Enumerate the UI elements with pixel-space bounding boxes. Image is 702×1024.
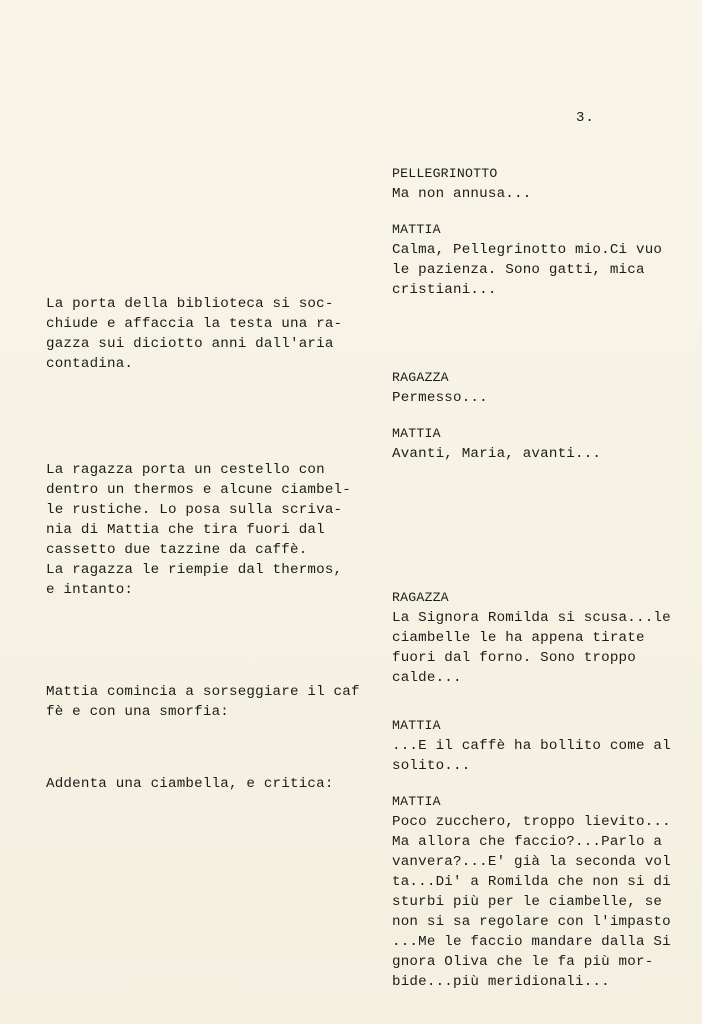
stage-direction-line: nia di Mattia che tira fuori dal xyxy=(46,522,325,538)
speaker-name: MATTIA xyxy=(392,222,441,237)
speaker-name: MATTIA xyxy=(392,718,441,733)
stage-direction-line: Addenta una ciambella, e critica: xyxy=(46,776,334,792)
dialogue-line: Calma, Pellegrinotto mio.Ci vuo xyxy=(392,242,663,258)
dialogue-line: fuori dal forno. Sono troppo xyxy=(392,650,636,666)
dialogue-line: vanvera?...E' già la seconda vol xyxy=(392,854,671,870)
dialogue-line: sturbi più per le ciambelle, se xyxy=(392,894,663,910)
dialogue-line: Poco zucchero, troppo lievito... xyxy=(392,814,671,830)
speaker-name: RAGAZZA xyxy=(392,370,449,385)
dialogue-line: Ma non annusa... xyxy=(392,186,532,202)
stage-direction-line: La porta della biblioteca si soc- xyxy=(46,296,334,312)
dialogue-line: gnora Oliva che le fa più mor- xyxy=(392,954,654,970)
dialogue-line: ciambelle le ha appena tirate xyxy=(392,630,645,646)
dialogue-line: bide...più meridionali... xyxy=(392,974,610,990)
dialogue-line: La Signora Romilda si scusa...le xyxy=(392,610,671,626)
dialogue-line: le pazienza. Sono gatti, mica xyxy=(392,262,645,278)
dialogue-line: non si sa regolare con l'impasto xyxy=(392,914,671,930)
dialogue-line: Permesso... xyxy=(392,390,488,406)
speaker-name: MATTIA xyxy=(392,794,441,809)
stage-direction-line: fè e con una smorfia: xyxy=(46,704,229,720)
speaker-name: PELLEGRINOTTO xyxy=(392,166,498,181)
dialogue-line: solito... xyxy=(392,758,471,774)
page-number: 3. xyxy=(576,110,595,126)
stage-direction-line: e intanto: xyxy=(46,582,134,598)
stage-direction-line: chiude e affaccia la testa una ra- xyxy=(46,316,343,332)
dialogue-line: ...Me le faccio mandare dalla Si xyxy=(392,934,671,950)
speaker-name: RAGAZZA xyxy=(392,590,449,605)
dialogue-line: cristiani... xyxy=(392,282,497,298)
stage-direction-line: cassetto due tazzine da caffè. xyxy=(46,542,308,558)
dialogue-line: ...E il caffè ha bollito come al xyxy=(392,738,671,754)
dialogue-line: Avanti, Maria, avanti... xyxy=(392,446,602,462)
dialogue-line: ta...Di' a Romilda che non si di xyxy=(392,874,671,890)
stage-direction-line: La ragazza le riempie dal thermos, xyxy=(46,562,343,578)
stage-direction-line: le rustiche. Lo posa sulla scriva- xyxy=(46,502,343,518)
speaker-name: MATTIA xyxy=(392,426,441,441)
stage-direction-line: dentro un thermos e alcune ciambel- xyxy=(46,482,351,498)
stage-direction-line: La ragazza porta un cestello con xyxy=(46,462,325,478)
dialogue-line: Ma allora che faccio?...Parlo a xyxy=(392,834,663,850)
dialogue-line: calde... xyxy=(392,670,462,686)
stage-direction-line: Mattia comincia a sorseggiare il caf xyxy=(46,684,360,700)
stage-direction-line: contadina. xyxy=(46,356,134,372)
stage-direction-line: gazza sui diciotto anni dall'aria xyxy=(46,336,334,352)
